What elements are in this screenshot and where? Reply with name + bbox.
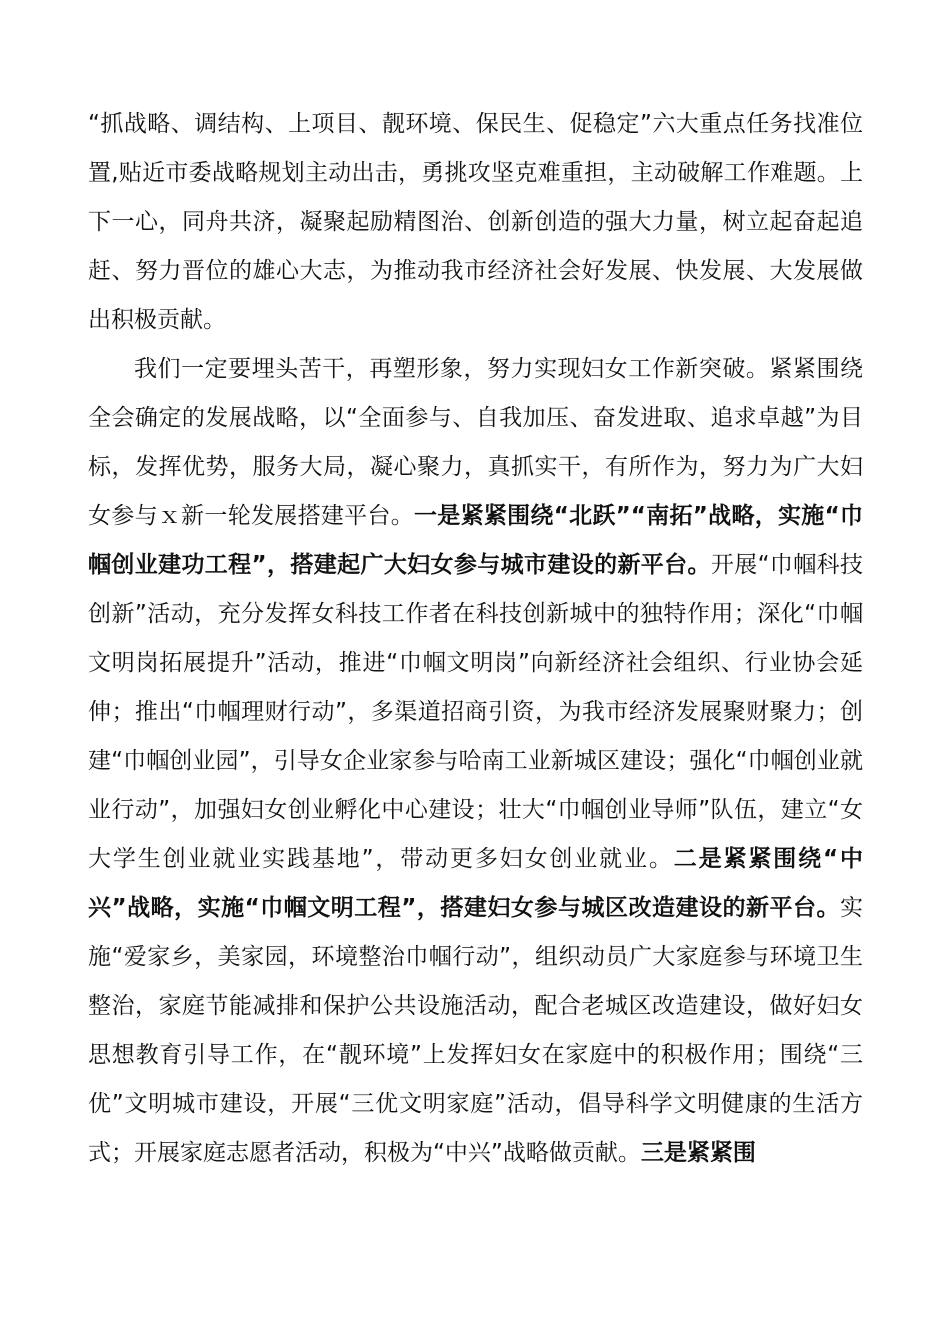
paragraph-1-text: “抓战略、调结构、上项目、靓环境、保民生、促稳定”六大重点任务找准位置,贴近市委战略规划主动出击，勇挑攻坚克难重担，主动破解工作难题。上下一心，同舟共济，凝聚起励精图治、创新创造的强大力量，树立起奋起追赶、努力晋位的雄心大志，为推动我市经济社会好发展、快发展、大发展做出积极贡献。 [88, 111, 863, 333]
paragraph-2-intro: 我们一定要埋头苦干，再塑形象，努力实现妇女工作新突破。紧紧围绕全会确定的发展战略，以“全面参与、自我加压、奋发进取、追求卓越”为目标，发挥优势，服务大局，凝心聚力，真抓实干，有所作为，努力为广大妇女参与ｘ新一轮发展搭建平台。 [88, 356, 863, 529]
document-page [88, 100, 863, 1178]
point-two-heading: 二是紧紧围绕“中兴”战略，实施“巾帼文明工程”，搭建妇女参与城区改造建设的新平台。 [88, 846, 863, 921]
point-three-heading: 三是紧紧围 [640, 1140, 756, 1166]
point-two-body: 实施“爱家乡，美家园，环境整治巾帼行动”，组织动员广大家庭参与环境卫生整治，家庭节能减排和保护公共设施活动，配合老城区改造建设，做好妇女思想教育引导工作，在“靓环境”上发挥妇女在家庭中的积极作用；围绕“三优”文明城市建设，开展“三优文明家庭”活动，倡导科学文明健康的生活方式；开展家庭志愿者活动，积极为“中兴”战略做贡献。 [88, 895, 863, 1166]
paragraph-1 [88, 100, 863, 345]
point-one-heading: 一是紧紧围绕“北跃”“南拓”战略，实施“巾帼创业建功工程”，搭建起广大妇女参与城市建设的新平台。 [88, 503, 863, 578]
paragraph-2 [88, 345, 863, 1178]
point-one-body: 开展“巾帼科技创新”活动，充分发挥女科技工作者在科技创新城中的独特作用；深化“巾帼文明岗拓展提升”活动，推进“巾帼文明岗”向新经济社会组织、行业协会延伸；推出“巾帼理财行动”，多渠道招商引资，为我市经济发展聚财聚力；创建“巾帼创业园”，引导女企业家参与哈南工业新城区建设；强化“巾帼创业就业行动”，加强妇女创业孵化中心建设；壮大“巾帼创业导师”队伍，建立“女大学生创业就业实践基地”，带动更多妇女创业就业。 [88, 552, 863, 872]
